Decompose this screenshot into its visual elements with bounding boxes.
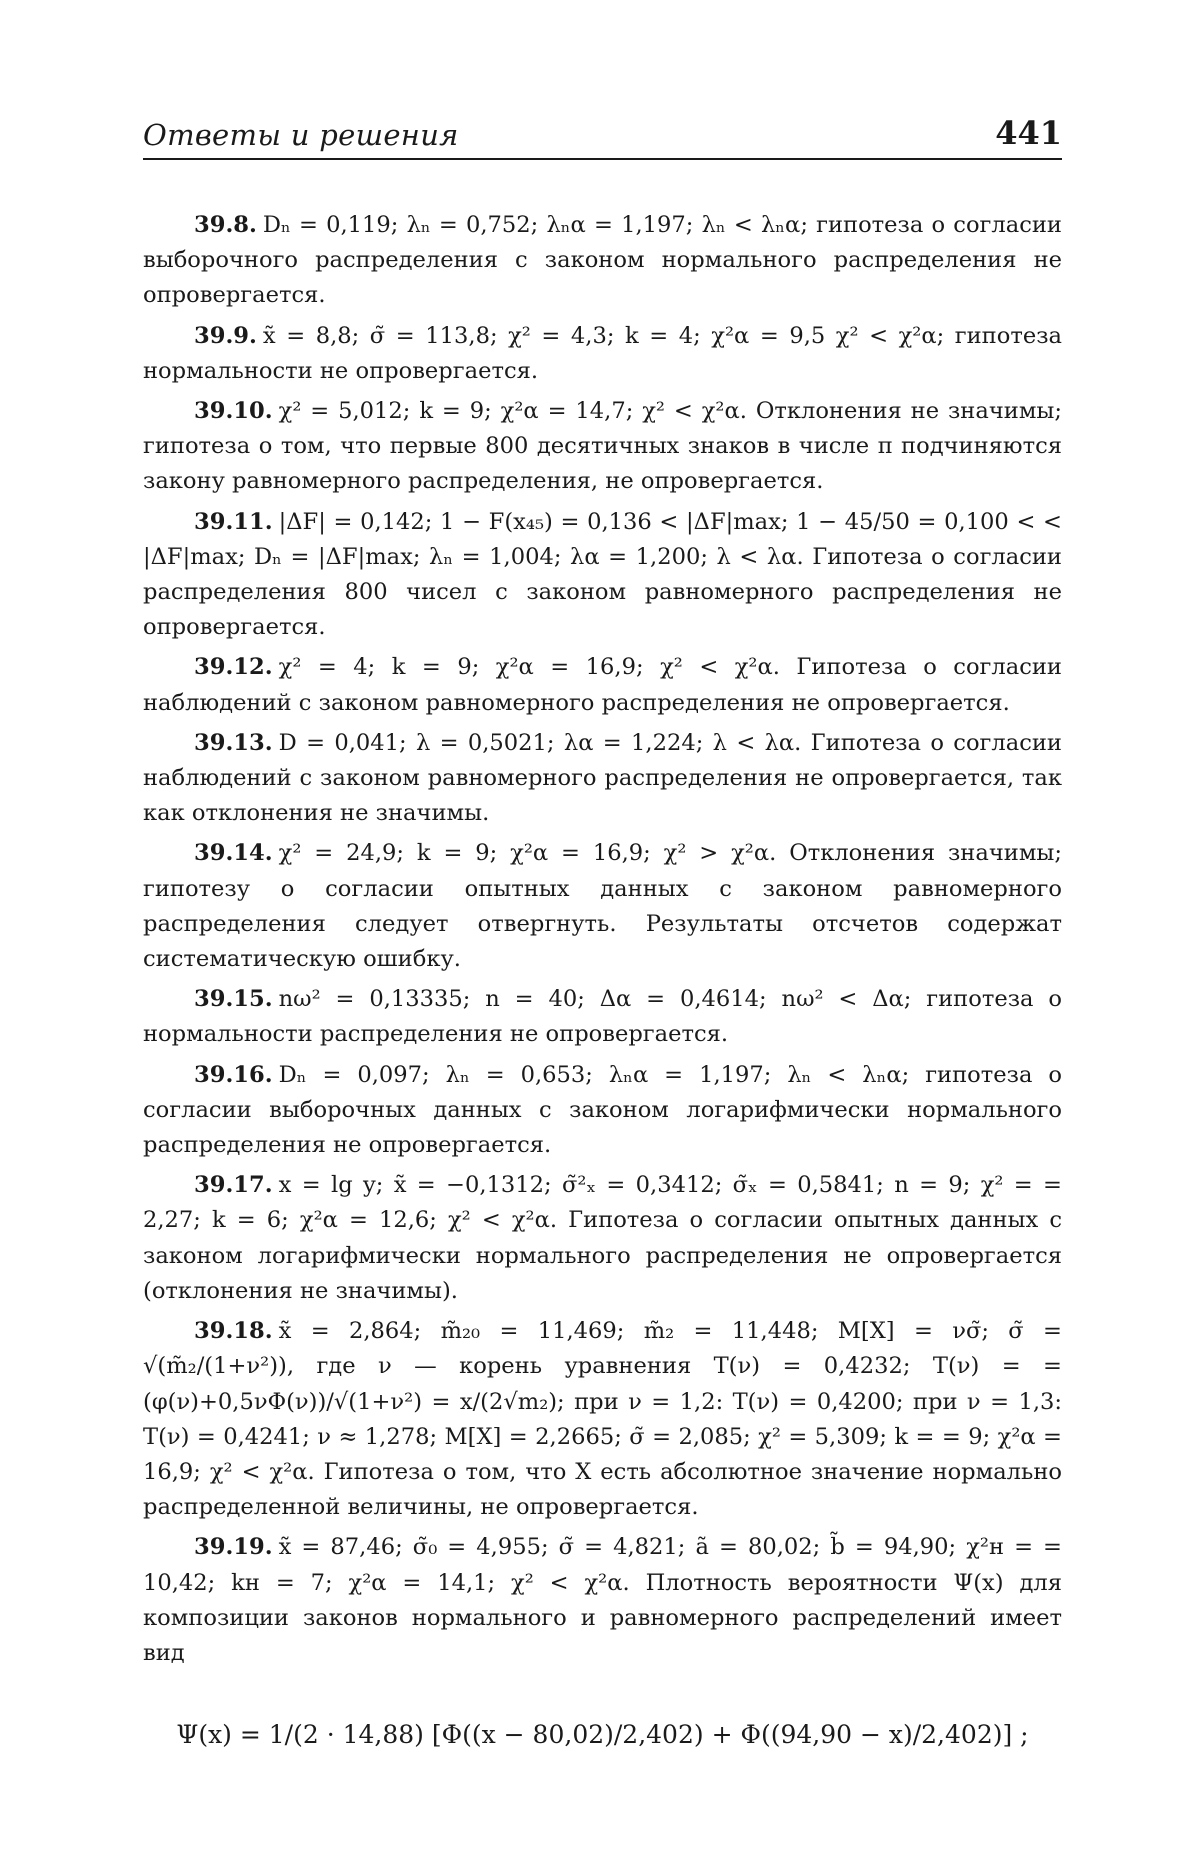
answer-entry	[143, 208, 1062, 314]
answer-text: Dₙ = 0,119; λₙ = 0,752; λₙα = 1,197; λₙ < λₙα; гипотеза о согласии выборочного распределения с законом нормального распределения не опровергается.	[143, 212, 1062, 309]
answer-entry	[143, 836, 1062, 977]
answer-entry	[143, 650, 1062, 720]
answer-entry	[143, 1530, 1062, 1671]
answer-number: 39.12.	[194, 654, 273, 681]
answer-text: |ΔF| = 0,142; 1 − F(x₄₅) = 0,136 < |ΔF|max; 1 − 45/50 = 0,100 < < |ΔF|max; Dₙ = |ΔF|max; λₙ = 1,004; λα = 1,200; λ < λα. Гипотеза о согласии распределения 800 чисел с законом равномерного распределения не опровергается.	[143, 508, 1062, 641]
answer-entry	[143, 1314, 1062, 1525]
answers-body	[143, 208, 1062, 1755]
answer-text: x̃ = 8,8; σ̃ = 113,8; χ² = 4,3; k = 4; χ²α = 9,5 χ² < χ²α; гипотеза нормальности не опровергается.	[143, 322, 1062, 384]
answer-text: χ² = 24,9; k = 9; χ²α = 16,9; χ² > χ²α. Отклонения значимы; гипотезу о согласии опытных данных с законом равномерного распределения следует отвергнуть. Результаты отсчетов содержат систематическую ошибку.	[143, 840, 1062, 973]
answer-number: 39.11.	[194, 508, 273, 535]
answer-text: nω² = 0,13335; n = 40; Δα = 0,4614; nω² < Δα; гипотеза о нормальности распределения не опровергается.	[143, 986, 1062, 1048]
display-formula: Ψ(x) = 1/(2 · 14,88) [Φ((x − 80,02)/2,402) + Φ((94,90 − x)/2,402)] ;	[176, 1720, 1029, 1750]
answer-text: x̃ = 2,864; m̃₂₀ = 11,469; m̃₂ = 11,448; M[X] = νσ̃; σ̃ = √(m̃₂/(1+ν²)), где ν — корень уравнения T(ν) = 0,4232; T(ν) = = (φ(ν)+0,5νΦ(ν))/√(1+ν²) = x/(2√m₂); при ν = 1,2: T(ν) = 0,4200; при ν = 1,3: T(ν) = 0,4241; ν ≈ 1,278; M[X] = 2,2665; σ̃ = 2,085; χ² = 5,309; k = = 9; χ²α = 16,9; χ² < χ²α. Гипотеза о том, что X есть абсолютное значение нормально распределенной величины, не опровергается.	[143, 1318, 1062, 1521]
answer-text: χ² = 4; k = 9; χ²α = 16,9; χ² < χ²α. Гипотеза о согласии наблюдений с законом равномерного распределения не опровергается.	[143, 654, 1062, 716]
answer-text: x̃ = 87,46; σ̃₀ = 4,955; σ̃ = 4,821; ã = 80,02; b̃ = 94,90; χ²н = = 10,42; kн = 7; χ²α = 14,1; χ² < χ²α. Плотность вероятности Ψ(x) для композиции законов нормального и равномерного распределений имеет вид	[143, 1534, 1062, 1666]
answer-entry	[143, 1058, 1062, 1164]
answer-number: 39.13.	[194, 729, 273, 756]
answer-text: D = 0,041; λ = 0,5021; λα = 1,224; λ < λα. Гипотеза о согласии наблюдений с законом равномерного распределения не опровергается, так как отклонения не значимы.	[143, 729, 1062, 827]
answer-entry	[143, 505, 1062, 646]
answer-number: 39.18.	[194, 1318, 273, 1345]
answer-text: Dₙ = 0,097; λₙ = 0,653; λₙα = 1,197; λₙ < λₙα; гипотеза о согласии выборочных данных с законом логарифмически нормального распределения не опровергается.	[143, 1061, 1062, 1159]
answer-number: 39.10.	[194, 398, 273, 425]
answer-entry	[143, 1168, 1062, 1309]
answer-entry	[143, 726, 1062, 832]
answer-entry	[143, 319, 1062, 389]
answer-number: 39.14.	[194, 840, 273, 867]
answer-number: 39.17.	[194, 1172, 273, 1199]
page-number: 441	[995, 114, 1062, 152]
running-title: Ответы и решения	[143, 118, 459, 152]
answer-text: χ² = 5,012; k = 9; χ²α = 14,7; χ² < χ²α. Отклонения не значимы; гипотеза о том, что первые 800 десятичных знаков в числе π подчиняются закону равномерного распределения, не опровергается.	[143, 398, 1062, 495]
running-header	[143, 112, 1062, 160]
answer-entry	[143, 982, 1062, 1052]
answer-number: 39.15.	[194, 986, 273, 1013]
answer-number: 39.16.	[194, 1061, 273, 1088]
answer-entry	[143, 394, 1062, 500]
answer-number: 39.19.	[194, 1534, 273, 1561]
answer-text: x = lg y; x̃ = −0,1312; σ̃²ₓ = 0,3412; σ̃ₓ = 0,5841; n = 9; χ² = = 2,27; k = 6; χ²α = 12,6; χ² < χ²α. Гипотеза о согласии опытных данных с законом логарифмически нормального распределения не опровергается (отклонения не значимы).	[143, 1172, 1062, 1304]
answer-number: 39.8.	[194, 212, 257, 238]
answer-number: 39.9.	[194, 322, 257, 349]
